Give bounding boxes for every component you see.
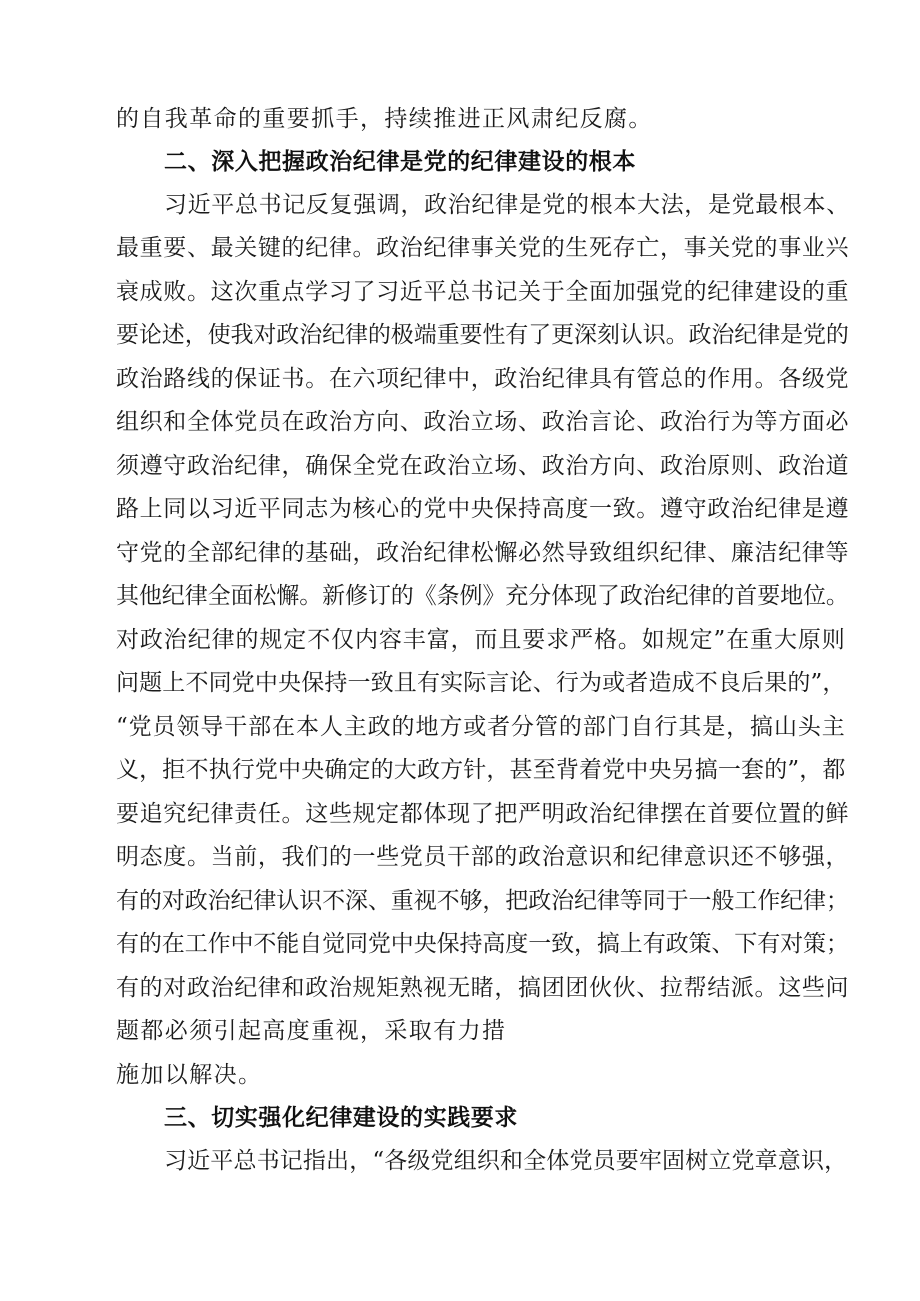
paragraph-line: 最重要、最关键的纪律。政治纪律事关党的生死存亡，事关党的事业兴: [116, 235, 850, 261]
paragraph-line: 要论述，使我对政治纪律的极端重要性有了更深刻认识。政治纪律是党的: [116, 322, 849, 348]
paragraph-line: 有的对政治纪律认识不深、重视不够，把政治纪律等同于一般工作纪律；: [116, 888, 849, 914]
paragraph-line: 有的在工作中不能自觉同党中央保持高度一致，搞上有政策、下有对策；: [116, 931, 849, 957]
paragraph-line: 要追究纪律责任。这些规定都体现了把严明政治纪律摆在首要位置的鲜: [116, 801, 850, 827]
paragraph-line: 题都必须引起高度重视，采取有力措: [116, 1018, 507, 1044]
section-heading-3: 三、切实强化纪律建设的实践要求: [164, 1105, 518, 1131]
paragraph-line: 组织和全体党员在政治方向、政治立场、政治言论、政治行为等方面必: [116, 409, 850, 435]
paragraph-line: “党员领导干部在本人主政的地方或者分管的部门自行其是，搞山头主: [116, 714, 846, 740]
paragraph-line: 问题上不同党中央保持一致且有实际言论、行为或者造成不良后果的”，: [116, 670, 846, 696]
paragraph-line: 施加以解决。: [116, 1062, 263, 1088]
paragraph-line: 守党的全部纪律的基础，政治纪律松懈必然导致组织纪律、廉洁纪律等: [116, 540, 850, 566]
paragraph-line: 义，拒不执行党中央确定的大政方针，甚至背着党中央另搞一套的”，都: [116, 757, 846, 783]
paragraph-line: 其他纪律全面松懈。新修订的《条例》充分体现了政治纪律的首要地位。: [116, 583, 849, 609]
paragraph-line: 对政治纪律的规定不仅内容丰富，而且要求严格。如规定”在重大原则: [116, 627, 846, 653]
paragraph-line: 路上同以习近平同志为核心的党中央保持高度一致。遵守政治纪律是遵: [116, 496, 850, 522]
paragraph-line: 的自我革命的重要抓手，持续推进正风肃纪反腐。: [116, 106, 653, 132]
paragraph-line: 衰成败。这次重点学习了习近平总书记关于全面加强党的纪律建设的重: [116, 279, 850, 305]
section-heading-2: 二、深入把握政治纪律是党的纪律建设的根本: [164, 149, 636, 175]
paragraph-line: 政治路线的保证书。在六项纪律中，政治纪律具有管总的作用。各级党: [116, 366, 850, 392]
paragraph-line: 习近平总书记反复强调，政治纪律是党的根本大法，是党最根本、: [164, 192, 850, 218]
paragraph-line: 有的对政治纪律和政治规矩熟视无睹，搞团团伙伙、拉帮结派。这些问: [116, 975, 850, 1001]
paragraph-line: 习近平总书记指出，“各级党组织和全体党员要牢固树立党章意识，: [164, 1148, 848, 1174]
paragraph-line: 明态度。当前，我们的一些党员干部的政治意识和纪律意识还不够强，: [116, 844, 850, 870]
paragraph-line: 须遵守政治纪律，确保全党在政治立场、政治方向、政治原则、政治道: [116, 453, 850, 479]
